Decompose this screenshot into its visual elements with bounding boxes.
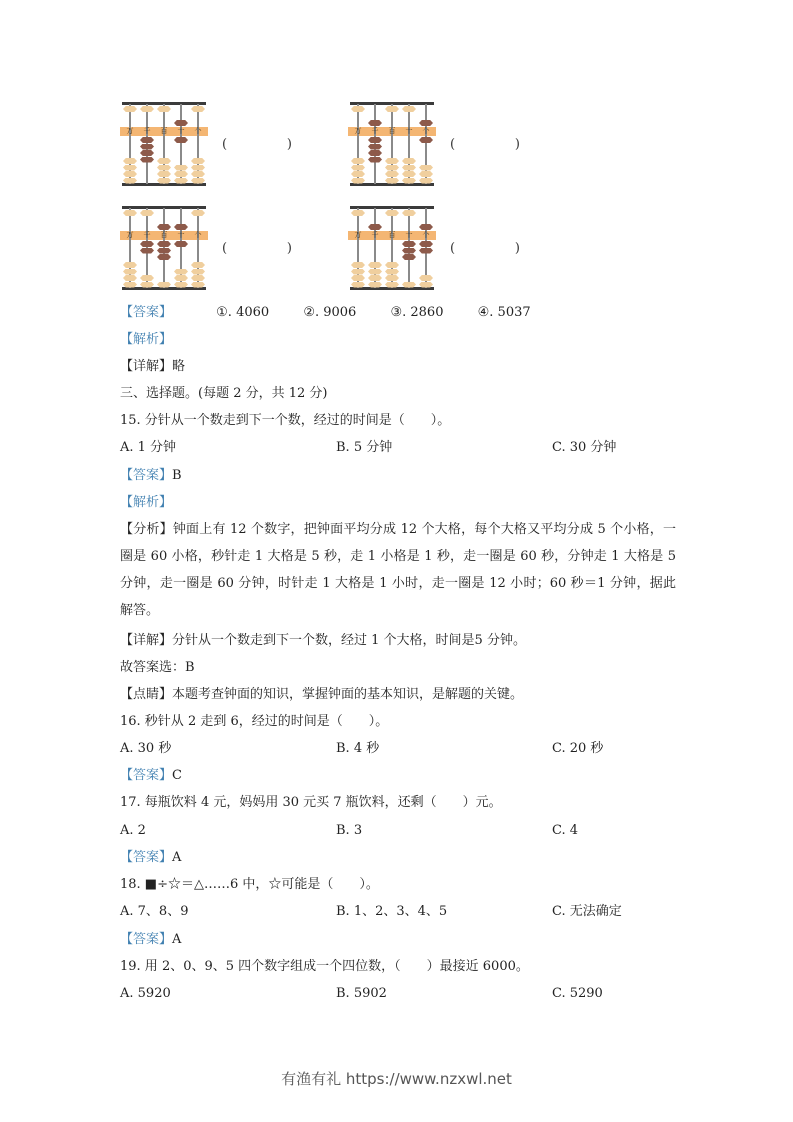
answer-value: C <box>172 768 182 783</box>
abacus-bead <box>191 106 205 112</box>
abacus-bead <box>191 171 205 177</box>
place-label: 十 <box>177 127 185 135</box>
abacus-bead <box>419 137 433 143</box>
abacus-bead <box>140 282 154 288</box>
abacus-bead <box>385 171 399 177</box>
abacus-bead <box>368 144 382 150</box>
abacus-bead <box>368 137 382 143</box>
abacus-bead <box>368 150 382 156</box>
option-b: B. 1、2、3、4、5 <box>336 904 448 919</box>
place-label: 个 <box>422 127 430 135</box>
abacus-bead <box>140 157 154 163</box>
abacus-item-1 <box>120 100 348 188</box>
footer-watermark: 有渔有礼 https://www.nzxwl.net <box>281 1070 512 1088</box>
abacus-row-1 <box>120 100 576 188</box>
option-c: C. 4 <box>552 823 579 838</box>
answer-value: A <box>172 850 182 865</box>
option-a: A. 7、8、9 <box>120 904 189 919</box>
abacus-bead <box>351 282 365 288</box>
answer-value: B <box>172 468 182 483</box>
abacus-bead <box>419 178 433 184</box>
abacus-bead <box>385 178 399 184</box>
abacus-bead <box>402 241 416 247</box>
abacus-bead <box>385 165 399 171</box>
abacus-bead <box>174 137 188 143</box>
place-label: 十 <box>405 231 413 239</box>
option-c: C. 30 分钟 <box>552 440 617 455</box>
answer-tag: 【答案】 <box>120 468 173 483</box>
abacus-bead <box>123 210 137 216</box>
abacus-bead <box>385 210 399 216</box>
place-label: 万 <box>354 127 362 135</box>
abacus-figure <box>120 204 208 292</box>
q15-detail-line <box>120 632 526 650</box>
answer-blank: ( ) <box>450 136 520 152</box>
q15-analysis-line <box>120 494 172 512</box>
abacus-bead <box>157 241 171 247</box>
q16-stem: 16. 秒针从 2 走到 6，经过的时间是（ ）。 <box>120 714 389 729</box>
abacus-bead <box>368 282 382 288</box>
q15-answer-line <box>120 467 182 485</box>
fenxi-text: 钟面上有 12 个数字，把钟面平均分成 12 个大格，每个大格又平均分成 5 个小格，一圈是 60 小格，秒针走 1 大格是 5 秒，走 1 小格是 1 秒，走一圈是 60 秒，分钟走 1 大格是 5 分钟，走一圈是 60 分钟，时针走 1 大格是 1 小时，走一圈是 12 小时；60 秒＝1 分钟，据此解答。 <box>120 522 676 618</box>
abacus-bead <box>140 210 154 216</box>
q15-stem: 15. 分针从一个数走到下一个数，经过的时间是（ ）。 <box>120 413 451 428</box>
abacus-bead <box>123 158 137 164</box>
abacus-bead <box>402 178 416 184</box>
abacus-figure <box>120 100 208 188</box>
abacus-bead <box>368 157 382 163</box>
abacus-bead <box>174 275 188 281</box>
abacus-bead <box>368 275 382 281</box>
answer-4: ④. 5037 <box>477 305 531 320</box>
place-label: 个 <box>422 231 430 239</box>
abacus-bead <box>157 171 171 177</box>
analysis-tag: 【解析】 <box>120 332 173 347</box>
answer-blank: ( ) <box>450 240 520 256</box>
abacus-bead <box>174 224 188 230</box>
answer-tag: 【答案】 <box>120 305 173 320</box>
q17-stem: 17. 每瓶饮料 4 元，妈妈用 30 元买 7 瓶饮料，还剩（ ）元。 <box>120 795 502 810</box>
abacus-bead <box>351 210 365 216</box>
abacus-bead <box>402 282 416 288</box>
abacus-figure <box>348 204 436 292</box>
detail-tag: 【详解】 <box>120 359 173 374</box>
abacus-bead <box>191 262 205 268</box>
answer-tag: 【答案】 <box>120 768 173 783</box>
place-label: 个 <box>194 127 202 135</box>
place-label: 十 <box>177 231 185 239</box>
abacus-bead <box>123 282 137 288</box>
place-label: 百 <box>160 127 168 135</box>
abacus-bead <box>419 171 433 177</box>
q15-fenxi <box>120 516 676 624</box>
abacus-bead <box>191 269 205 275</box>
place-label: 千 <box>143 127 151 135</box>
q15-dianjing-line <box>120 686 523 704</box>
place-label: 千 <box>143 231 151 239</box>
abacus-bead <box>191 165 205 171</box>
option-b: B. 4 秒 <box>336 741 380 756</box>
q16-answer-line <box>120 767 182 785</box>
abacus-bead <box>157 158 171 164</box>
q14-analysis-line <box>120 331 172 349</box>
q18-stem: 18. ■÷☆＝△……6 中，☆可能是（ ）。 <box>120 877 379 892</box>
abacus-bead <box>385 262 399 268</box>
abacus-bead <box>419 248 433 254</box>
abacus-bead <box>419 241 433 247</box>
abacus-bead <box>140 275 154 281</box>
answer-1: ①. 4060 <box>216 305 270 320</box>
abacus-bead <box>402 248 416 254</box>
abacus-bead <box>191 210 205 216</box>
abacus-bead <box>419 282 433 288</box>
abacus-bead <box>191 178 205 184</box>
option-a: A. 30 秒 <box>120 741 172 756</box>
abacus-bead <box>123 275 137 281</box>
option-c: C. 无法确定 <box>552 904 622 919</box>
abacus-bead <box>157 165 171 171</box>
abacus-bead <box>140 144 154 150</box>
option-b: B. 5902 <box>336 986 387 1001</box>
abacus-bead <box>385 158 399 164</box>
answer-tag: 【答案】 <box>120 850 173 865</box>
detail-text: 略 <box>172 359 186 374</box>
abacus-item-4 <box>348 204 576 292</box>
abacus-bead <box>402 106 416 112</box>
answer-blank: ( ) <box>222 240 292 256</box>
abacus-bead <box>123 165 137 171</box>
abacus-bead <box>123 178 137 184</box>
abacus-bead <box>385 106 399 112</box>
abacus-bead <box>157 282 171 288</box>
abacus-bead <box>368 120 382 126</box>
detail-tag: 【详解】 <box>120 633 173 648</box>
place-label: 百 <box>388 127 396 135</box>
answer-2: ②. 9006 <box>303 305 357 320</box>
abacus-bead <box>351 275 365 281</box>
option-b: B. 5 分钟 <box>336 440 393 455</box>
abacus-bead <box>351 158 365 164</box>
option-a: A. 1 分钟 <box>120 440 177 455</box>
abacus-bead <box>351 106 365 112</box>
option-c: C. 5290 <box>552 986 603 1001</box>
abacus-bead <box>385 269 399 275</box>
place-label: 千 <box>371 127 379 135</box>
abacus-bead <box>402 210 416 216</box>
abacus-bead <box>157 106 171 112</box>
abacus-bead <box>191 282 205 288</box>
abacus-bead <box>351 262 365 268</box>
abacus-bead <box>174 282 188 288</box>
abacus-bead <box>191 158 205 164</box>
abacus-bead <box>140 248 154 254</box>
abacus-item-2 <box>348 100 576 188</box>
place-label: 十 <box>405 127 413 135</box>
abacus-bead <box>368 262 382 268</box>
place-label: 千 <box>371 231 379 239</box>
place-label: 万 <box>126 127 134 135</box>
place-label: 百 <box>160 231 168 239</box>
place-label: 个 <box>194 231 202 239</box>
abacus-bead <box>402 171 416 177</box>
abacus-bead <box>419 275 433 281</box>
abacus-row-2 <box>120 204 576 292</box>
abacus-bead <box>174 120 188 126</box>
abacus-bead <box>351 171 365 177</box>
detail-text: 分针从一个数走到下一个数，经过 1 个大格，时间是5 分钟。 <box>172 633 526 648</box>
abacus-bead <box>174 165 188 171</box>
abacus-bead <box>385 282 399 288</box>
analysis-tag: 【解析】 <box>120 495 173 510</box>
abacus-bead <box>402 158 416 164</box>
place-label: 百 <box>388 231 396 239</box>
abacus-bead <box>123 171 137 177</box>
abacus-bead <box>140 106 154 112</box>
q15-conclusion: 故答案选：B <box>120 660 195 675</box>
abacus-bead <box>368 224 382 230</box>
place-label: 万 <box>126 231 134 239</box>
dianjing-tag: 【点睛】 <box>120 687 173 702</box>
abacus-bead <box>351 178 365 184</box>
abacus-bead <box>157 254 171 260</box>
option-a: A. 5920 <box>120 986 171 1001</box>
option-c: C. 20 秒 <box>552 741 604 756</box>
q14-answer-line <box>120 304 561 322</box>
abacus-item-3 <box>120 204 348 292</box>
section-title: 三、选择题。(每题 2 分，共 12 分) <box>120 386 328 401</box>
abacus-bead <box>402 254 416 260</box>
q14-detail-line <box>120 358 185 376</box>
abacus-bead <box>140 150 154 156</box>
q19-stem: 19. 用 2、0、9、5 四个数字组成一个四位数，（ ）最接近 6000。 <box>120 959 529 974</box>
abacus-bead <box>157 224 171 230</box>
abacus-bead <box>140 137 154 143</box>
fenxi-tag: 【分析】 <box>120 522 173 537</box>
abacus-bead <box>174 269 188 275</box>
option-a: A. 2 <box>120 823 146 838</box>
abacus-bead <box>351 269 365 275</box>
abacus-figure <box>348 100 436 188</box>
abacus-bead <box>419 120 433 126</box>
q18-answer-line <box>120 931 181 949</box>
answer-value: A <box>172 932 182 947</box>
abacus-bead <box>123 106 137 112</box>
answer-blank: ( ) <box>222 136 292 152</box>
abacus-bead <box>157 248 171 254</box>
abacus-bead <box>191 275 205 281</box>
option-b: B. 3 <box>336 823 363 838</box>
abacus-bead <box>402 165 416 171</box>
answer-tag: 【答案】 <box>120 932 173 947</box>
abacus-bead <box>140 241 154 247</box>
abacus-bead <box>385 275 399 281</box>
abacus-bead <box>419 224 433 230</box>
abacus-bead <box>351 165 365 171</box>
dianjing-text: 本题考查钟面的知识，掌握钟面的基本知识，是解题的关键。 <box>172 687 524 702</box>
abacus-bead <box>174 241 188 247</box>
abacus-bead <box>174 178 188 184</box>
abacus-bead <box>123 262 137 268</box>
abacus-bead <box>419 165 433 171</box>
place-label: 万 <box>354 231 362 239</box>
abacus-bead <box>123 269 137 275</box>
abacus-bead <box>174 171 188 177</box>
abacus-bead <box>157 178 171 184</box>
q17-answer-line <box>120 849 181 867</box>
abacus-bead <box>368 269 382 275</box>
answer-3: ③. 2860 <box>390 305 444 320</box>
